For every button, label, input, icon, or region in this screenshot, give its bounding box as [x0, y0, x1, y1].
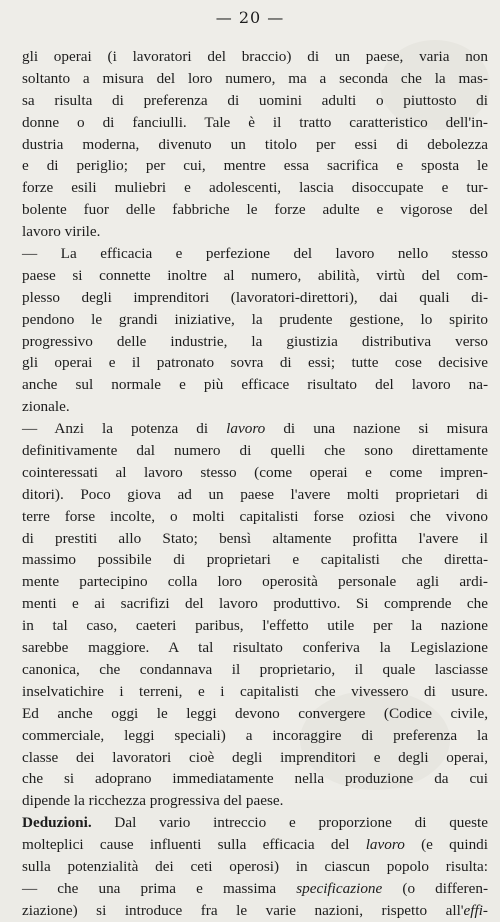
text-line — [22, 418, 488, 440]
text-line: e di periglio; per cui, mentre essa sacrifica e sposta le — [22, 157, 488, 175]
italic-term: lavoro — [365, 836, 405, 854]
text-line — [22, 878, 488, 900]
text-line: Ed anche oggi le leggi devono convergere (Codice civile, — [22, 704, 488, 722]
page-number: — 20 — — [215, 8, 285, 27]
text-line: plesso degli imprenditori (lavoratori-direttori), dai quali di- — [22, 288, 488, 306]
text-line: sa risulta di preferenza di uomini adulti o piuttosto di — [22, 91, 488, 109]
text-line: mente partecipino colla loro operosità personale agli ardi- — [22, 573, 488, 591]
text-line — [22, 900, 488, 922]
italic-term: lavoro — [226, 420, 266, 438]
text-line: gli operai (i lavoratori del braccio) di un paese, varia non — [22, 48, 488, 65]
text-line: in tal caso, caeteri paribus, l'effetto utile per la nazione — [22, 617, 488, 635]
text-line: sulla potenzialità dei ceti operosi) in ciascun popolo risulta: — [22, 857, 488, 875]
text-line: dipende la ricchezza progressiva del paese. — [22, 792, 284, 810]
italic-term: specificazione — [296, 879, 383, 897]
text-line: classe dei lavoratori cioè degli imprenditori e degli operai, — [22, 748, 488, 766]
line-text: — che una prima e massima — [22, 879, 297, 897]
text-line: massimo possibile di proprietari e capitalisti che diretta- — [22, 551, 488, 569]
text-line: canonica, che condannava il proprietario, il quale lasciasse — [22, 660, 488, 678]
line-text: (o differen- — [382, 879, 488, 897]
text-line: paese si connette inoltre al numero, abilità, virtù del com- — [22, 266, 488, 284]
text-line: forze esili muliebri e adolescenti, lascia disoccupate e tur- — [22, 179, 488, 197]
text-line: definitivamente dal numero di quelli che sono direttamente — [22, 442, 488, 460]
text-line — [22, 812, 488, 834]
text-line: donne o di fanciulli. Tale è il tratto caratteristico dell'in- — [22, 113, 488, 131]
text-line: cointeressati al lavoro stesso (come operai e come impren- — [22, 463, 488, 481]
text-line: inselvatichire i terreni, e i capitalisti che vivessero di usure. — [22, 682, 488, 700]
text-line: soltanto a misura del loro numero, ma a seconda che la mas- — [22, 69, 488, 87]
text-line: lavoro virile. — [22, 223, 101, 241]
text-line: che si adoprano immediatamente nella produzione da cui — [22, 770, 488, 788]
text-line: ditori). Poco giova ad un paese l'avere molti proprietari di — [22, 485, 488, 503]
text-line: gli operai e il patronato sovra di essi; tutte cose decisive — [22, 354, 488, 372]
text-line: dustria moderna, divenuto un titolo per essi di debolezza — [22, 135, 488, 153]
text-line: pendono le grandi iniziative, la prudente gestione, lo spirito — [22, 310, 488, 328]
text-line: menti e ai sacrifizi del lavoro produttivo. Si comprende che — [22, 595, 488, 613]
text-line: — La efficacia e perfezione del lavoro nello stesso — [22, 245, 488, 263]
line-text: ziazione) si introduce fra le varie nazioni, rispetto all' — [22, 901, 464, 919]
line-text: (e quindi — [404, 836, 488, 854]
body-text — [22, 46, 488, 922]
line-text: di una nazione si misura — [265, 420, 488, 438]
line-text: Dal vario intreccio e proporzione di queste — [91, 814, 488, 832]
text-line: anche sul normale e più efficace risultato del lavoro na- — [22, 376, 488, 394]
section-heading: Deduzioni. — [22, 814, 92, 832]
text-line: commerciale, leggi speciali) a incoraggire di preferenza la — [22, 726, 488, 744]
text-line: progressivo delle industrie, la giustizia distributiva verso — [22, 332, 488, 350]
text-line: sarebbe maggiore. A tal risultato conferiva la Legislazione — [22, 639, 488, 657]
line-text: — Anzi la potenza di — [22, 420, 227, 438]
text-line: zionale. — [22, 398, 70, 416]
line-text: molteplici cause influenti sulla efficacia del — [22, 836, 366, 854]
text-line: terre forse incolte, o molti capitalisti forse oziosi che vivono — [22, 507, 488, 525]
italic-term: effi- — [463, 901, 488, 919]
text-line: di prestiti allo Stato; bensì altamente profitta l'avere il — [22, 529, 488, 547]
text-line — [22, 834, 488, 856]
text-line: bolente fuor delle fabbriche le forze adulte e vigorose del — [22, 201, 488, 219]
